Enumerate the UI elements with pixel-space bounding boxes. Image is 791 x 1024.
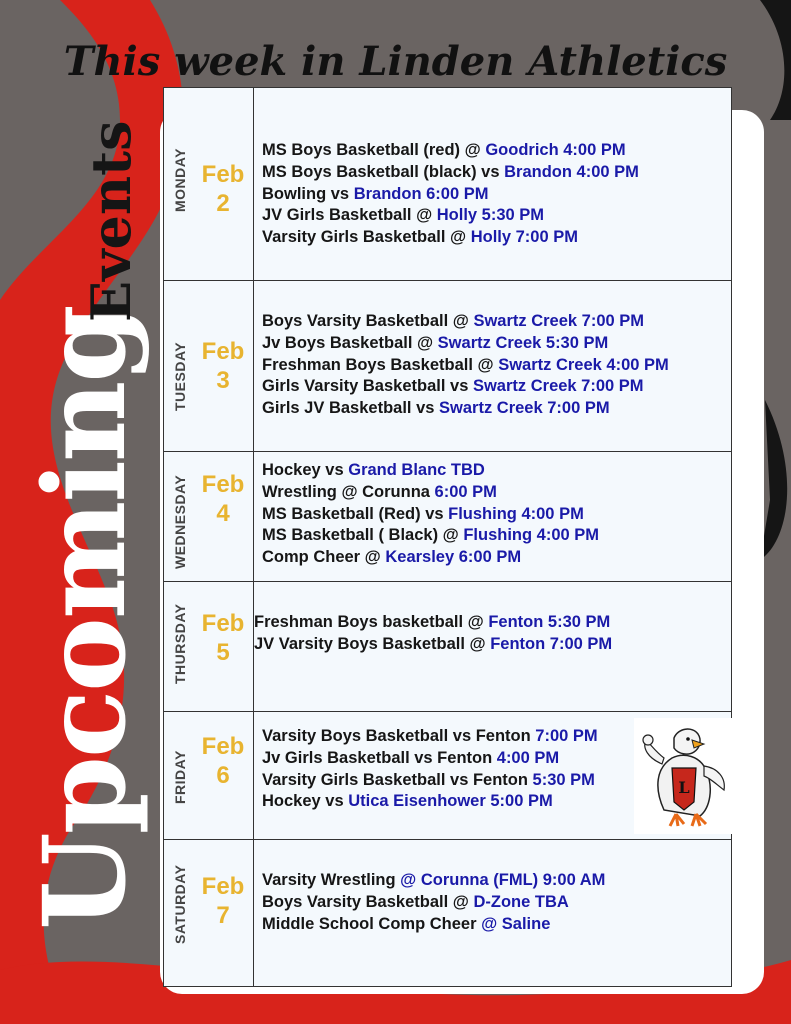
event-item: MS Basketball (Red) vs Flushing 4:00 PM <box>262 504 584 523</box>
event-list <box>262 140 639 249</box>
events-cell <box>254 88 731 280</box>
date-month: Feb <box>201 471 245 498</box>
day-name: WEDNESDAY <box>172 474 188 569</box>
event-item: Girls Varsity Basketball vs Swartz Creek 7:00 PM <box>262 377 644 396</box>
day-row-friday <box>164 712 731 840</box>
event-item: Boys Varsity Basketball @ D-Zone TBA <box>262 892 569 911</box>
date-month: Feb <box>201 733 245 760</box>
date-month: Feb <box>201 161 245 188</box>
date-day: 6 <box>216 762 230 789</box>
event-item: MS Boys Basketball (black) vs Brandon 4:00 PM <box>262 162 639 181</box>
event-item: Freshman Boys basketball @ Fenton 5:30 PM <box>254 613 611 631</box>
page-title: This week in Linden Athletics <box>63 38 728 85</box>
date-label <box>192 160 254 218</box>
day-row-thursday <box>164 582 731 712</box>
day-row-saturday <box>164 840 731 986</box>
event-item: JV Girls Basketball @ Holly 5:30 PM <box>262 206 545 225</box>
date-label <box>192 609 254 667</box>
upcoming-heading: Upcoming <box>20 306 151 930</box>
event-list <box>262 311 669 420</box>
event-item: MS Boys Basketball (red) @ Goodrich 4:00 PM <box>262 141 626 159</box>
day-name: FRIDAY <box>172 750 188 804</box>
eagle-mascot-icon <box>634 718 734 834</box>
events-cell <box>254 582 731 711</box>
event-item: Varsity Wrestling @ Corunna (FML) 9:00 AM <box>262 871 606 889</box>
date-day: 5 <box>216 639 230 666</box>
date-month: Feb <box>201 338 245 365</box>
date-day: 3 <box>216 367 230 394</box>
event-list <box>262 870 605 935</box>
event-item: Middle School Comp Cheer @ Saline <box>262 914 551 933</box>
date-label <box>192 732 254 790</box>
day-name: MONDAY <box>172 148 188 212</box>
event-list <box>262 460 599 569</box>
event-item: Freshman Boys Basketball @ Swartz Creek 4:00 PM <box>262 355 669 374</box>
event-item: MS Basketball ( Black) @ Flushing 4:00 PM <box>262 526 600 545</box>
day-name: THURSDAY <box>172 603 188 684</box>
event-item: Hockey vs Utica Eisenhower 5:00 PM <box>262 792 553 811</box>
date-cell <box>164 840 254 986</box>
mascot-letter: L <box>678 778 690 797</box>
event-item: Girls JV Basketball vs Swartz Creek 7:00 PM <box>262 399 610 418</box>
events-cell <box>254 281 731 451</box>
date-day: 2 <box>216 190 230 217</box>
event-item: Varsity Girls Basketball @ Holly 7:00 PM <box>262 228 578 247</box>
day-row-wednesday <box>164 452 731 582</box>
day-row-tuesday <box>164 281 731 452</box>
event-item: Varsity Girls Basketball vs Fenton 5:30 PM <box>262 770 595 789</box>
day-name: SATURDAY <box>172 864 188 944</box>
event-item: Wrestling @ Corunna 6:00 PM <box>262 482 497 501</box>
date-cell <box>164 88 254 280</box>
day-name: TUESDAY <box>172 341 188 411</box>
event-item: Boys Varsity Basketball @ Swartz Creek 7:00 PM <box>262 312 645 330</box>
date-month: Feb <box>201 873 245 900</box>
event-list <box>254 612 612 656</box>
date-label <box>192 337 254 395</box>
schedule-table <box>163 87 732 987</box>
event-item: Varsity Boys Basketball vs Fenton 7:00 PM <box>262 727 598 745</box>
event-item: Comp Cheer @ Kearsley 6:00 PM <box>262 548 522 567</box>
event-list <box>262 726 598 813</box>
date-day: 7 <box>216 902 230 929</box>
date-cell <box>164 582 254 711</box>
event-item: Bowling vs Brandon 6:00 PM <box>262 184 489 203</box>
date-cell <box>164 281 254 451</box>
event-item: JV Varsity Boys Basketball @ Fenton 7:00 PM <box>254 634 613 653</box>
date-month: Feb <box>201 610 245 637</box>
event-item: Jv Boys Basketball @ Swartz Creek 5:30 PM <box>262 333 609 352</box>
events-heading: Events <box>79 120 143 322</box>
date-label <box>192 470 254 528</box>
date-cell <box>164 452 254 581</box>
day-row-monday <box>164 88 731 281</box>
event-item: Jv Girls Basketball vs Fenton 4:00 PM <box>262 748 560 767</box>
date-day: 4 <box>216 500 230 527</box>
events-cell <box>254 452 731 581</box>
date-label <box>192 872 254 930</box>
date-cell <box>164 712 254 839</box>
event-item: Hockey vs Grand Blanc TBD <box>262 461 485 479</box>
events-cell <box>254 840 731 986</box>
